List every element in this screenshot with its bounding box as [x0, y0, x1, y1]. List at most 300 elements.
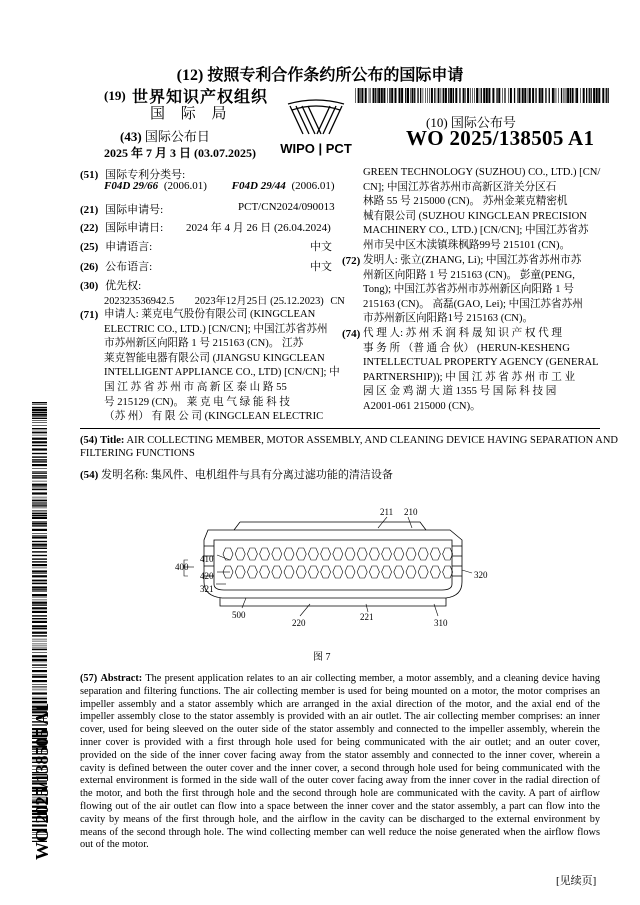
ipc-date-1: (2006.01): [163, 180, 207, 192]
fig-hole: [235, 566, 245, 578]
barcode-bar: [467, 88, 469, 103]
applicant-line: 市苏州新区向阳路 1 号 215163 (CN)。 江苏: [104, 338, 304, 350]
applicant-line: GREEN TECHNOLOGY (SUZHOU) CO., LTD.) [CN/: [363, 167, 601, 178]
barcode-bar: [32, 544, 47, 546]
fig-hole: [260, 548, 270, 560]
barcode-bar: [32, 472, 47, 473]
barcode-bar: [32, 535, 47, 536]
barcode-bar: [32, 425, 47, 426]
barcode-bar: [539, 88, 541, 103]
ref-label: 211: [380, 507, 394, 517]
barcode-bar: [32, 541, 47, 542]
barcode-bar: [32, 575, 47, 577]
barcode-bar: [492, 88, 494, 103]
barcode-bar: [32, 615, 47, 616]
barcode-bar: [32, 456, 47, 457]
barcode-bar: [32, 422, 47, 423]
barcode-bar: [32, 662, 47, 663]
barcode-bar: [32, 591, 47, 592]
barcode-bar: [556, 88, 557, 103]
barcode-bar: [32, 655, 47, 657]
barcode-bar: [455, 88, 457, 103]
org-bureau: 国 际 局: [150, 106, 233, 122]
fig-hole: [308, 548, 318, 560]
barcode-bar: [32, 676, 47, 678]
barcode-bar: [32, 464, 47, 466]
abstract-label: Abstract:: [100, 673, 143, 684]
barcode-bar: [518, 88, 520, 103]
barcode-bar: [420, 88, 421, 103]
barcode-bar: [567, 88, 569, 103]
ref-label: 221: [360, 612, 374, 622]
barcode-bar: [576, 88, 578, 103]
field-51-classes: [104, 180, 335, 192]
barcode-bar: [32, 652, 47, 653]
barcode-bar: [32, 497, 47, 498]
field-tag: (22): [80, 222, 99, 234]
barcode-bar: [524, 88, 526, 103]
fig-hole: [247, 548, 257, 560]
barcode-bar: [453, 88, 454, 103]
applicant-line: 国 江 苏 省 苏 州 市 高 新 区 泰 山 路 55: [104, 381, 287, 393]
barcode-bar: [389, 88, 390, 103]
figure-caption: 图 7: [313, 652, 331, 663]
barcode-bar: [32, 448, 47, 450]
barcode-bar: [32, 484, 47, 486]
fig-hole: [235, 548, 245, 560]
fig-hole: [394, 548, 404, 560]
barcode-bar: [32, 459, 47, 460]
barcode-bar: [32, 570, 47, 572]
fig-hole: [357, 548, 367, 560]
barcode-bar: [32, 499, 47, 500]
applicant-line: 林路 55 号 215000 (CN)。 苏州金莱克精密机: [363, 196, 568, 208]
barcode-bar: [425, 88, 426, 103]
pubno-label-text: 国际公布号: [450, 115, 516, 130]
field-tag: (30): [80, 280, 99, 292]
applicant-line: 州市吴中区木渎镇珠枫路99号 215101 (CN)。: [363, 239, 571, 251]
barcode-bar: [32, 586, 47, 588]
applicant-line: （苏 州） 有 限 公 司 (KINGCLEAN ELECTRIC: [104, 411, 324, 423]
field-label: 国际申请日:: [105, 222, 164, 234]
barcode-bar: [32, 508, 47, 509]
barcode-bar: [32, 428, 47, 429]
pubno-value: WO 2025/138505 A1: [406, 126, 595, 150]
barcode-bar: [32, 580, 47, 581]
fig-hole: [272, 566, 282, 578]
barcode-bar: [606, 88, 607, 103]
abstract-tag: (57): [80, 673, 98, 684]
barcode-bar: [32, 438, 47, 440]
barcode-bar: [32, 420, 47, 421]
barcode-bar: [570, 88, 571, 103]
wipo-logo: [268, 98, 364, 160]
barcode-bar: [32, 604, 47, 605]
barcode-bar: [32, 621, 47, 623]
inventor-line: 215163 (CN)。 高磊(GAO, Lei); 中国江苏省苏州: [363, 298, 583, 310]
barcode-bar: [383, 88, 385, 103]
barcode-bar: [565, 88, 566, 103]
field-22-value: 2024 年 4 月 26 日 (26.04.2024): [186, 222, 331, 234]
barcode-bar: [410, 88, 411, 103]
fig-hole: [247, 566, 257, 578]
fig-hole: [443, 548, 453, 560]
field-74-tag: (74): [342, 328, 361, 340]
pubdate-label-text: 国际公布日: [144, 129, 210, 144]
barcode-bar: [32, 589, 47, 590]
field-25-row: [80, 238, 152, 254]
agent-line: 代 理 人: 苏 州 禾 润 科 晟 知 识 产 权 代 理: [363, 328, 562, 339]
inventor-line: 市苏州新区向阳路1号 215163 (CN)。: [363, 313, 534, 325]
barcode-bar: [32, 698, 47, 699]
agent-line: INTELLECTUAL PROPERTY AGENCY (GENERAL: [363, 357, 599, 369]
barcode-bar: [528, 88, 529, 103]
ref-label: 410: [200, 554, 214, 564]
side-pubno: WO 2025/138505 A1: [32, 702, 52, 860]
applicants-continued: [363, 166, 599, 254]
barcode-bar: [32, 558, 47, 559]
barcode-bar: [423, 88, 424, 103]
fig-hole: [296, 548, 306, 560]
agent-line: PARTNERSHIP)); 中 国 江 苏 省 苏 州 市 工 业: [363, 371, 576, 383]
barcode-bar: [32, 548, 47, 549]
barcode-bar: [591, 88, 592, 103]
fig-hole: [345, 566, 355, 578]
barcode-bar: [32, 481, 47, 482]
ref-label: 220: [292, 618, 306, 628]
pubdate-tag: (43): [120, 129, 142, 144]
abstract: [80, 673, 600, 852]
barcode-bar: [401, 88, 403, 103]
barcode-bar: [440, 88, 441, 103]
barcode-bar: [535, 88, 536, 103]
barcode-bar: [361, 88, 363, 103]
barcode-bar: [474, 88, 475, 103]
barcode-bar: [360, 88, 361, 103]
barcode-bar: [407, 88, 409, 103]
barcode-bar: [32, 546, 47, 547]
barcode-bar: [32, 635, 47, 636]
fig-hole: [443, 566, 453, 578]
ref-label: 310: [434, 618, 448, 628]
barcode-bar: [32, 573, 47, 574]
barcode-bar: [32, 529, 47, 531]
fig-hole: [357, 566, 367, 578]
top-flange: [240, 522, 426, 530]
barcode-bar: [32, 690, 47, 691]
title-en: [80, 434, 618, 460]
barcode-bar: [32, 453, 47, 454]
barcode-bar: [32, 502, 47, 503]
barcode-bar: [505, 88, 506, 103]
fig-hole: [430, 548, 440, 560]
field-label: 国际专利分类号:: [105, 169, 186, 181]
barcode-bar: [391, 88, 393, 103]
barcode-bar: [417, 88, 418, 103]
title-text-line2: FILTERING FUNCTIONS: [80, 448, 195, 459]
barcode-bar: [566, 88, 567, 103]
ref-label: 400: [175, 562, 189, 572]
barcode-bar: [545, 88, 546, 103]
divider: [80, 428, 600, 429]
barcode-bar: [32, 667, 47, 668]
barcode-bar: [32, 402, 47, 403]
barcode-bar: [32, 431, 47, 432]
barcode-bar: [434, 88, 435, 103]
barcode-bar: [370, 88, 371, 103]
barcode-bar: [498, 88, 500, 103]
org-name: 世界知识产权组织: [132, 89, 269, 106]
barcode-bar: [589, 88, 590, 103]
barcode-bar: [32, 594, 47, 596]
barcode-bar: [470, 88, 471, 103]
barcode-bar: [32, 404, 47, 405]
applicant-line: 莱克智能电器有限公司 (JIANGSU KINGCLEAN: [104, 352, 325, 364]
agent-block: [363, 327, 599, 415]
barcode-bar: [561, 88, 562, 103]
priority-row: [104, 292, 345, 307]
field-label: 优先权:: [105, 280, 142, 292]
barcode-bar: [32, 568, 47, 569]
barcode-bar: [596, 88, 598, 103]
field-label: 公布语言:: [105, 261, 153, 273]
fig-hole: [260, 566, 270, 578]
title-zh: [80, 466, 393, 482]
barcode-bar: [32, 632, 47, 634]
barcode-bar: [459, 88, 460, 103]
barcode-bar: [443, 88, 444, 103]
barcode-bar: [32, 475, 47, 476]
applicant-line: 申请人: 莱克电气股份有限公司 (KINGCLEAN: [104, 309, 316, 320]
barcode-bar: [32, 597, 47, 598]
pubdate-label: [120, 126, 210, 145]
fig-hole: [296, 566, 306, 578]
barcode-bar: [32, 680, 47, 682]
agent-line: 事 务 所 （普 通 合 伙） (HERUN-KESHENG: [363, 342, 570, 354]
barcode-bar: [32, 555, 47, 556]
fig-hole: [333, 548, 343, 560]
fig-hole: [382, 548, 392, 560]
pubdate-value: 2025 年 7 月 3 日 (03.07.2025): [104, 146, 256, 160]
title-tag: (54): [80, 435, 98, 446]
barcode-bar: [427, 88, 428, 103]
priority-country: CN: [330, 296, 345, 307]
field-tag: (51): [80, 169, 99, 181]
barcode-bar: [575, 88, 576, 103]
barcode-bar: [32, 600, 47, 601]
priority-number: 202323536942.5: [104, 296, 175, 307]
barcode-bar: [32, 512, 47, 513]
fig-hole: [345, 548, 355, 560]
barcode-bar: [32, 500, 47, 501]
field-tag: (21): [80, 204, 99, 216]
barcode-bar: [32, 510, 47, 511]
barcode-bar: [32, 607, 47, 609]
inventors-block: [363, 254, 599, 327]
barcode-bar: [32, 521, 47, 522]
barcode-bar: [32, 649, 47, 650]
field-tag: (26): [80, 261, 99, 273]
fig-hole: [406, 566, 416, 578]
barcode-bar: [32, 641, 47, 642]
field-26-value: 中文: [310, 261, 332, 273]
barcode-bar: [486, 88, 488, 103]
fig-hole: [418, 566, 428, 578]
applicant-line: MACHINERY CO., LTD.) [CN/CN]; 中国江苏省苏: [363, 225, 589, 237]
barcode-bar: [32, 674, 47, 675]
barcode-bar: [529, 88, 531, 103]
field-tag: (25): [80, 241, 99, 253]
applicant-line: 号 215129 (CN)。 莱 克 电 气 绿 能 科 技: [104, 396, 290, 408]
barcode-bar: [32, 628, 47, 629]
fig-hole: [394, 566, 404, 578]
barcode-top: [355, 88, 609, 103]
barcode-bar: [32, 522, 47, 524]
barcode-bar: [369, 88, 370, 103]
barcode-bar: [32, 471, 47, 472]
barcode-bar: [32, 697, 47, 698]
title-zh-tag: (54): [80, 469, 99, 481]
barcode-bar: [549, 88, 550, 103]
barcode-bar: [488, 88, 490, 103]
applicant-line: CN]; 中国江苏省苏州市高新区浒关分区石: [363, 181, 557, 193]
barcode-bar: [32, 441, 47, 443]
barcode-bar: [395, 88, 397, 103]
barcode-bar: [32, 418, 47, 419]
applicant-line: INTELLIGENT APPLIANCE CO., LTD) [CN/CN]; 中: [104, 367, 340, 379]
barcode-bar: [445, 88, 447, 103]
hole-pattern: [223, 548, 453, 578]
barcode-bar: [448, 88, 449, 103]
field-25-value: 中文: [310, 241, 332, 253]
barcode-bar: [479, 88, 480, 103]
title-text-line1: AIR COLLECTING MEMBER, MOTOR ASSEMBLY, AND CLEANING DEVICE HAVING SEPARATION AND: [126, 435, 618, 446]
ipc-class-1: F04D 29/66: [104, 180, 159, 192]
barcode-bar: [558, 88, 559, 103]
fig-hole: [321, 548, 331, 560]
org-tag: (19): [104, 88, 126, 103]
field-30-row: [80, 277, 141, 293]
field-label: 申请语言:: [105, 241, 153, 253]
barcode-bar: [32, 564, 47, 566]
barcode-bar: [32, 407, 47, 408]
fig-hole: [406, 548, 416, 560]
title-zh-text: 发明名称: 集风件、电机组件与具有分离过滤功能的清洁设备: [101, 469, 393, 481]
barcode-bar: [32, 517, 47, 519]
barcode-bar: [32, 644, 47, 645]
field-22-row: [80, 219, 163, 235]
barcode-bar: [510, 88, 512, 103]
barcode-bar: [431, 88, 433, 103]
barcode-bar: [429, 88, 430, 103]
barcode-bar: [358, 88, 360, 103]
fig-hole: [382, 566, 392, 578]
base: [220, 598, 446, 606]
barcode-bar: [481, 88, 482, 103]
barcode-bar: [438, 88, 439, 103]
barcode-bar: [508, 88, 509, 103]
barcode-bar: [32, 461, 47, 462]
barcode-bar: [472, 88, 473, 103]
field-label: 国际申请号:: [105, 204, 164, 216]
ref-label: 320: [474, 570, 488, 580]
barcode-bar: [32, 503, 47, 504]
barcode-bar: [555, 88, 556, 103]
barcode-bar: [375, 88, 376, 103]
barcode-bar: [593, 88, 595, 103]
inventor-line: 发明人: 张立(ZHANG, Li); 中国江苏省苏州市苏: [363, 255, 582, 266]
barcode-bar: [32, 692, 47, 694]
barcode-bar: [32, 435, 47, 436]
title-label: Title:: [100, 435, 125, 446]
patent-figure: [150, 500, 510, 640]
barcode-bar: [442, 88, 443, 103]
fig-hole: [369, 548, 379, 560]
barcode-bar: [602, 88, 604, 103]
barcode-bar: [32, 684, 47, 685]
barcode-bar: [586, 88, 587, 103]
ref-label: 500: [232, 610, 246, 620]
continued-note: [见续页]: [556, 875, 597, 887]
barcode-bar: [32, 515, 47, 516]
ref-label: 420: [200, 571, 214, 581]
barcode-bar: [32, 659, 47, 661]
barcode-bar: [32, 445, 47, 446]
fig-hole: [333, 566, 343, 578]
barcode-bar: [32, 488, 47, 489]
barcode-bar: [405, 88, 406, 103]
barcode-bar: [32, 432, 47, 433]
ref-label: 321: [200, 584, 214, 594]
barcode-bar: [598, 88, 600, 103]
agent-line: 园 区 金 鸡 湖 大 道 1355 号 国 际 科 技 园: [363, 386, 557, 398]
fig-hole: [418, 548, 428, 560]
pubno-tag: (10): [426, 115, 448, 130]
barcode-bar: [583, 88, 585, 103]
barcode-bar: [387, 88, 388, 103]
barcode-bar: [564, 88, 565, 103]
barcode-bar: [32, 561, 47, 562]
barcode-bar: [32, 582, 47, 583]
field-21-row: [80, 201, 163, 217]
barcode-bar: [541, 88, 543, 103]
barcode-bar: [502, 88, 503, 103]
barcode-bar: [32, 536, 47, 538]
logo-text: WIPO | PCT: [280, 141, 352, 156]
barcode-bar: [437, 88, 438, 103]
barcode-bar: [32, 602, 47, 604]
barcode-bar: [32, 513, 47, 514]
barcode-bar: [414, 88, 415, 103]
field-26-row: [80, 258, 152, 274]
barcode-bar: [32, 646, 47, 647]
barcode-bar: [32, 648, 47, 649]
barcode-bar: [412, 88, 414, 103]
barcode-bar: [463, 88, 465, 103]
barcode-bar: [32, 468, 47, 469]
barcode-bar: [32, 618, 47, 619]
barcode-bar: [32, 533, 47, 534]
ref-label: 210: [404, 507, 418, 517]
barcode-bar: [504, 88, 505, 103]
barcode-bar: [32, 416, 47, 417]
barcode-bar: [32, 506, 47, 507]
fig-hole: [369, 566, 379, 578]
barcode-bar: [378, 88, 380, 103]
field-21-value: PCT/CN2024/090013: [238, 201, 335, 213]
barcode-bar: [32, 551, 47, 552]
barcode-bar: [32, 504, 47, 505]
